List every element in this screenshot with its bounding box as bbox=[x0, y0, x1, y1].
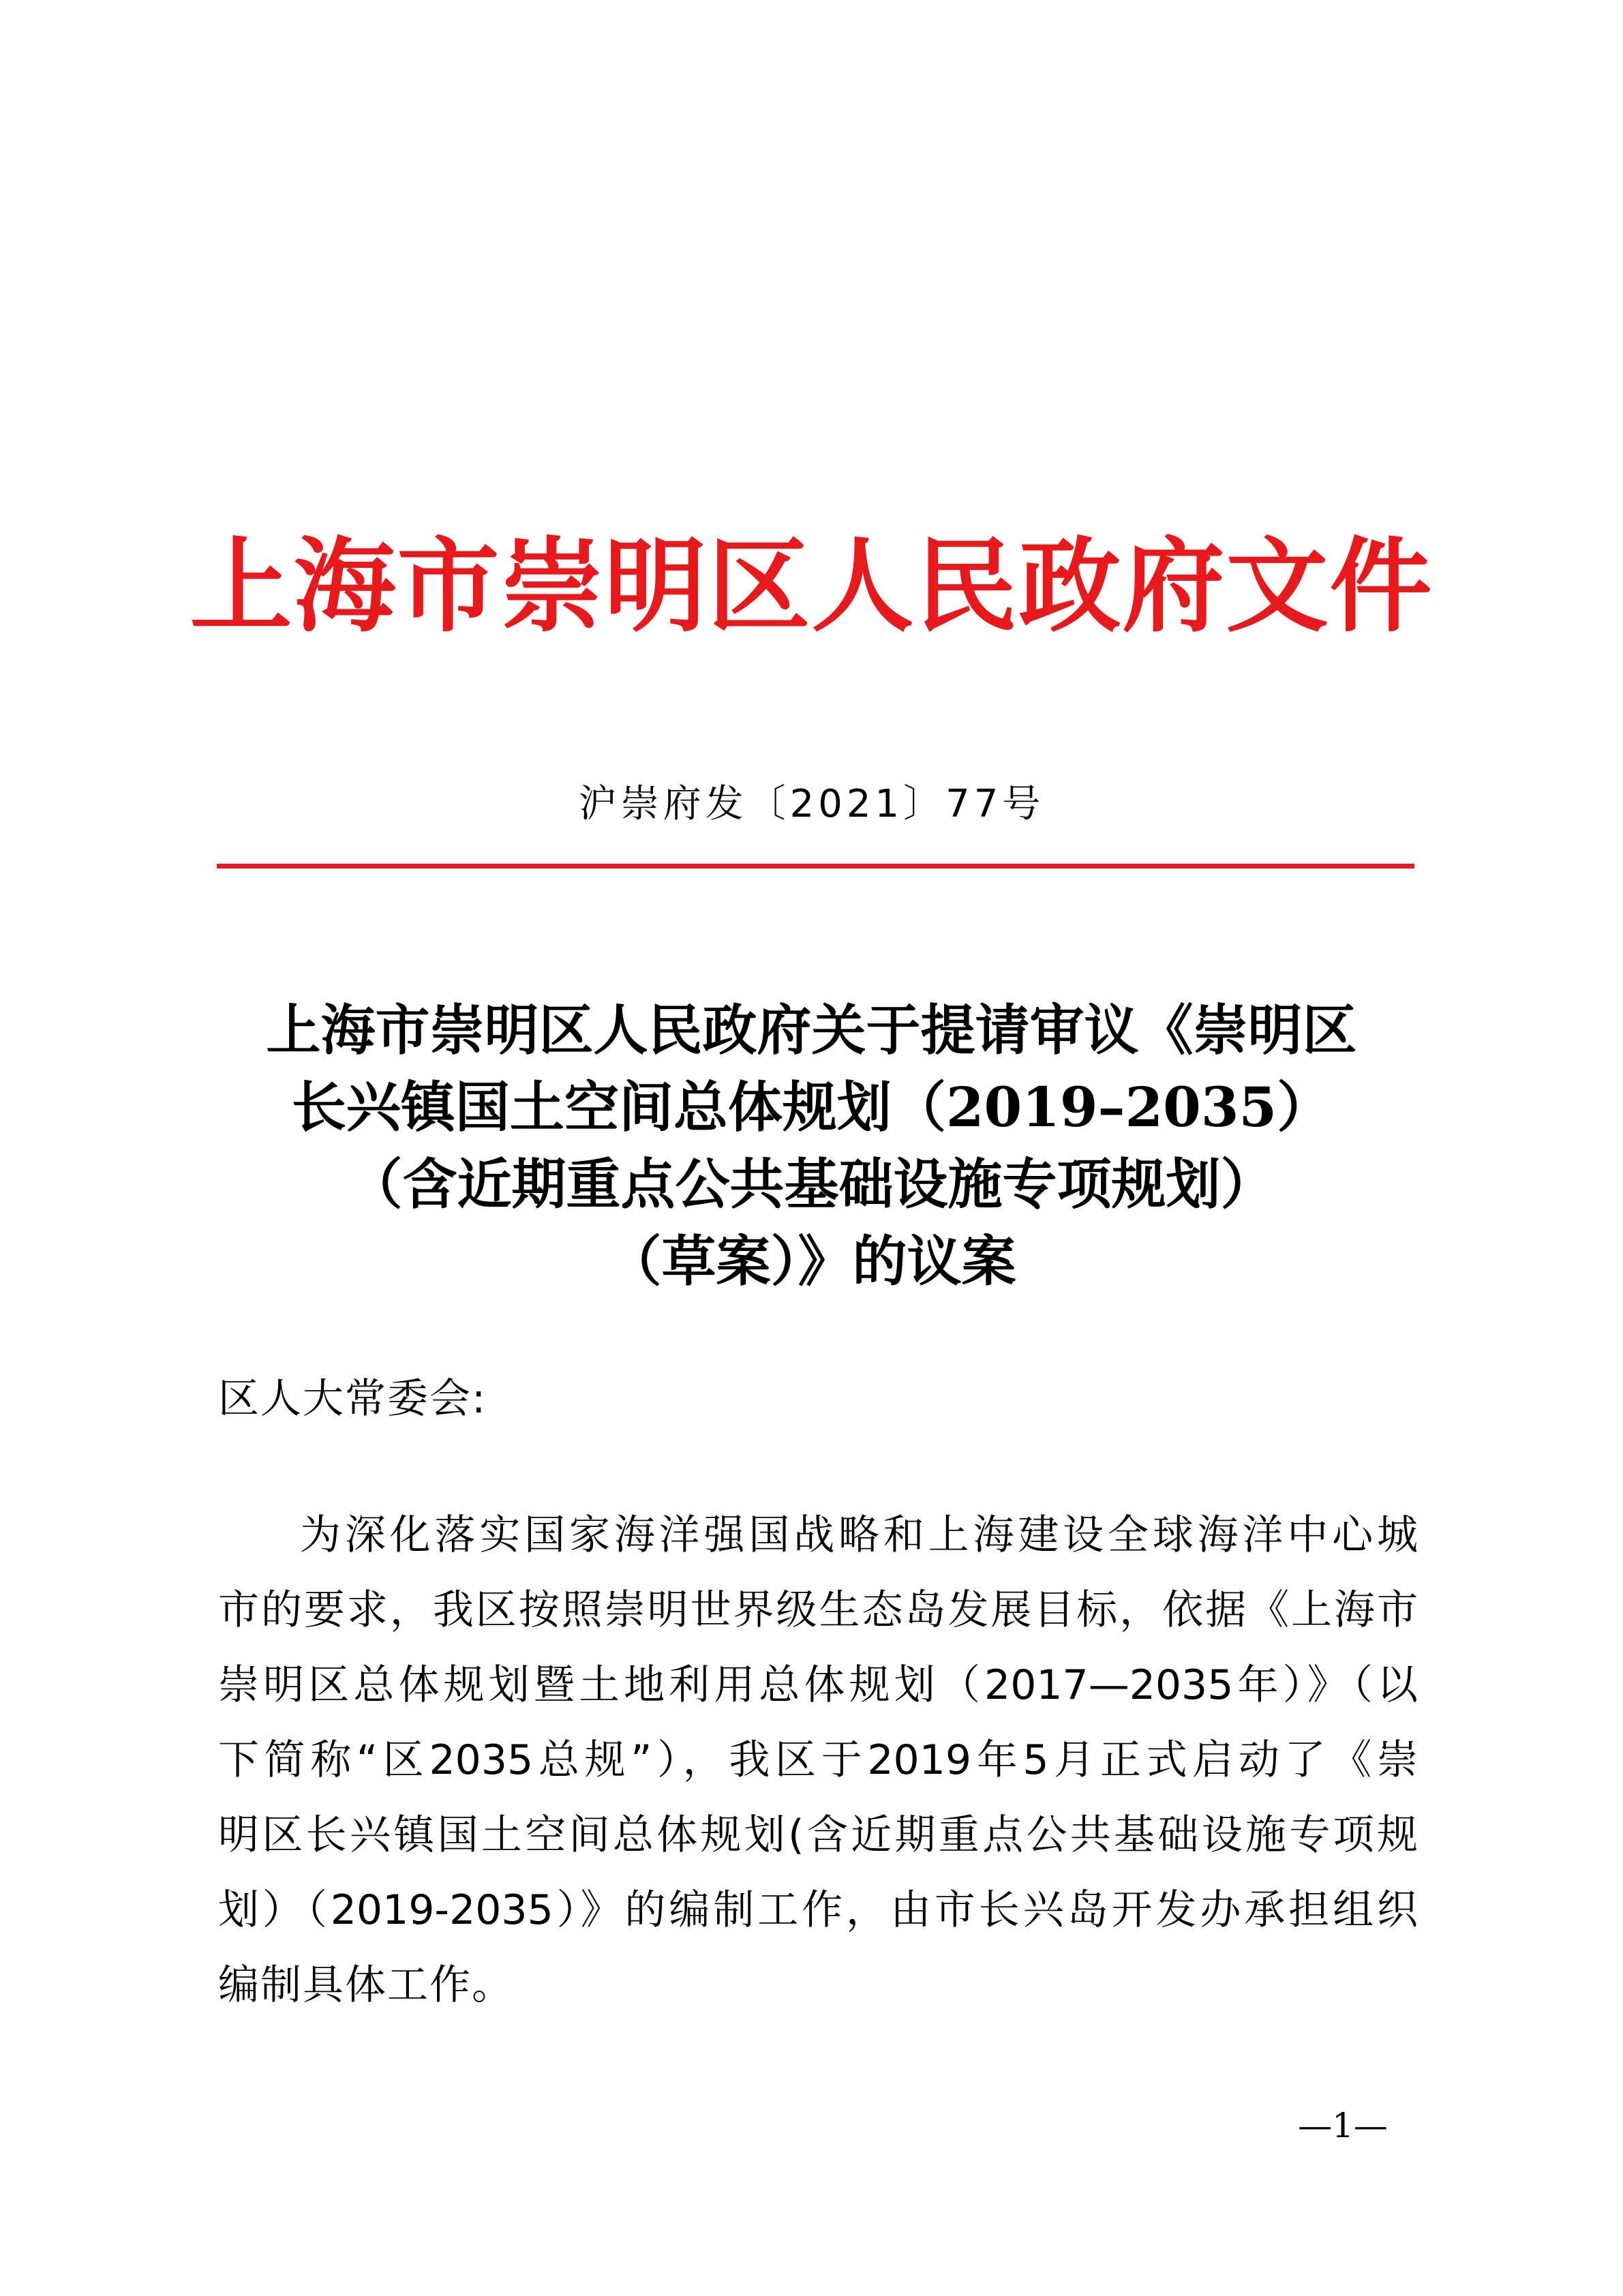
body-line: 划）（2019-2035）》的编制工作，由市长兴岛开发办承担组织 bbox=[218, 1886, 1418, 1934]
addressee: 区人大常委会: bbox=[218, 1375, 487, 1423]
body-line: 市的要求，我区按照崇明世界级生态岛发展目标，依据《上海市 bbox=[218, 1586, 1418, 1634]
body-paragraph bbox=[218, 1498, 1418, 2023]
title-line: （草案）》的议案 bbox=[607, 1229, 1016, 1293]
body-line: 明区长兴镇国土空间总体规划(含近期重点公共基础设施专项规 bbox=[218, 1811, 1418, 1859]
title-line: 长兴镇国土空间总体规划（2019–2035） bbox=[291, 1075, 1332, 1139]
page-number: —1— bbox=[1298, 2106, 1388, 2145]
body-line: 为深化落实国家海洋强国战略和上海建设全球海洋中心城 bbox=[300, 1511, 1418, 1559]
title-line: （含近期重点公共基础设施专项规划） bbox=[348, 1152, 1275, 1216]
title-line: 上海市崇明区人民政府关于提请审议《崇明区 bbox=[266, 998, 1357, 1062]
document-title bbox=[170, 992, 1453, 1300]
document-number: 沪崇府发〔2021〕77号 bbox=[578, 782, 1045, 826]
body-line: 下简称“区2035总规”），我区于2019年5月正式启动了《崇 bbox=[218, 1736, 1418, 1784]
body-line: 编制具体工作。 bbox=[218, 1961, 514, 2009]
body-line: 崇明区总体规划暨土地利用总体规划（2017—2035年）》（以 bbox=[218, 1661, 1418, 1709]
issuer-masthead: 上海市崇明区人民政府文件 bbox=[189, 526, 1434, 646]
red-separator-rule bbox=[217, 864, 1414, 868]
